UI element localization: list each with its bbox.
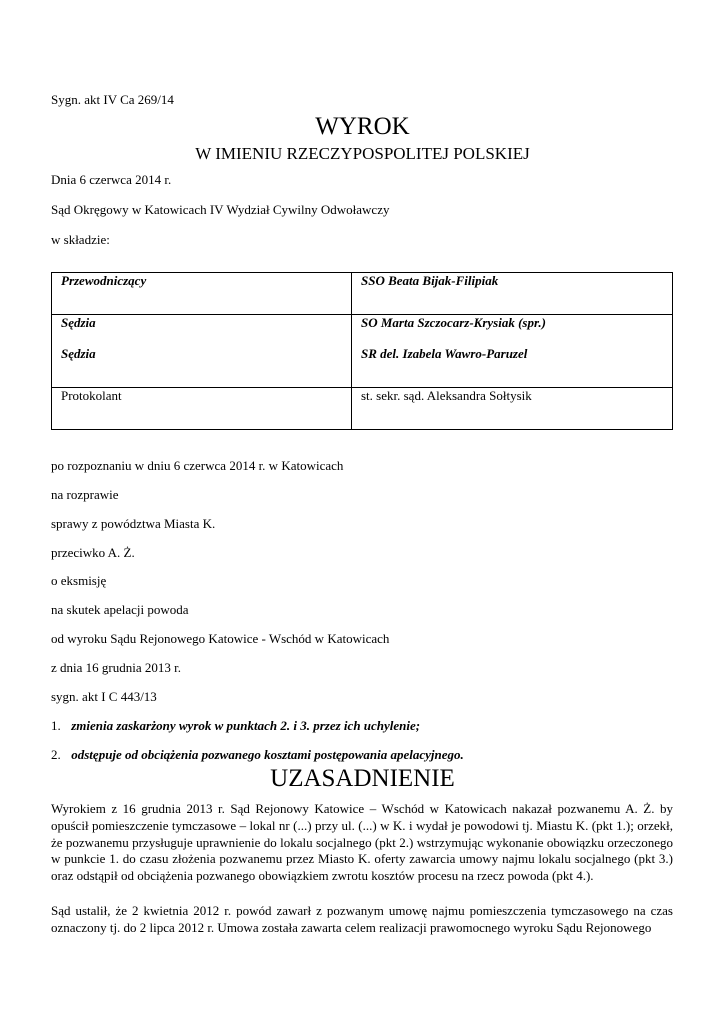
document-subtitle: W IMIENIU RZECZYPOSPOLITEJ POLSKIEJ [195,144,530,163]
clerk-name: st. sekr. sąd. Aleksandra Sołtysik [352,388,673,430]
proceedings-line: sygn. akt I C 443/13 [51,689,157,704]
composition-label: w składzie: [51,232,110,247]
document-title: WYROK [315,113,410,140]
panel-row-presiding [52,273,673,315]
verdict-item-text: odstępuje od obciążenia pozwanego kosztami postępowania apelacyjnego. [71,747,464,762]
presiding-name: SSO Beata Bijak-Filipiak [352,273,673,315]
judge2-name: SR del. Izabela Wawro-Paruzel [361,346,528,361]
judges-label-cell [52,315,352,388]
court-line: Sąd Okręgowy w Katowicach IV Wydział Cywilny Odwoławczy [51,202,390,217]
judge1-name: SO Marta Szczocarz-Krysiak (spr.) [361,315,546,330]
panel-row-judges [52,315,673,388]
proceedings-line: na rozprawie [51,487,119,502]
proceedings-line: sprawy z powództwa Miasta K. [51,516,216,531]
clerk-label: Protokolant [52,388,352,430]
proceedings-line: na skutek apelacji powoda [51,602,189,617]
proceedings-line: po rozpoznaniu w dniu 6 czerwca 2014 r. w Katowicach [51,458,344,473]
justification-paragraph: Sąd ustalił, że 2 kwietnia 2012 r. powód zawarł z pozwanym umowę najmu pomieszczenia tymczasowego na czas oznaczony tj. do 2 lipca 2012 r. Umowa została zawarta celem realizacji prawomocnego wyroku Sądu Rejonowego [51,903,673,935]
date-line: Dnia 6 czerwca 2014 r. [51,172,172,187]
verdict-item [51,747,464,763]
verdict-item-text: zmienia zaskarżony wyrok w punktach 2. i 3. przez ich uchylenie; [71,718,421,733]
verdict-item-number: 2. [51,747,61,762]
court-panel-table [51,272,673,430]
judges-name-cell [352,315,673,388]
presiding-label: Przewodniczący [52,273,352,315]
proceedings-line: z dnia 16 grudnia 2013 r. [51,660,181,675]
proceedings-line: przeciwko A. Ż. [51,545,135,560]
proceedings-line: od wyroku Sądu Rejonowego Katowice - Wschód w Katowicach [51,631,390,646]
judge2-label: Sędzia [61,346,96,361]
verdict-item-number: 1. [51,718,61,733]
judge1-label: Sędzia [61,315,96,330]
verdict-item [51,718,420,734]
proceedings-line: o eksmisję [51,573,107,588]
case-signature: Sygn. akt IV Ca 269/14 [51,92,174,107]
panel-row-clerk [52,388,673,430]
justification-paragraph: Wyrokiem z 16 grudnia 2013 r. Sąd Rejonowy Katowice – Wschód w Katowicach nakazał pozwanemu A. Ż. by opuścił pomieszczenie tymczasowe – lokal nr (...) przy ul. (...) w K. i wydał je powodowi tj. Miastu K. (pkt 1.); orzekł, że pozwanemu przysługuje uprawnienie do lokalu socjalnego (pkt 2.) wstrzymując wykonanie obowiązku orzeczonego w punkcie 1. do czasu złożenia pozwanemu przez Miasto K. oferty zawarcia umowy najmu lokalu socjalnego (pkt 3.) oraz odstąpił od obciążenia pozwanego obowiązkiem zwrotu kosztów procesu na rzecz powoda (pkt 4.). [51,801,673,884]
justification-title: UZASADNIENIE [270,765,455,792]
